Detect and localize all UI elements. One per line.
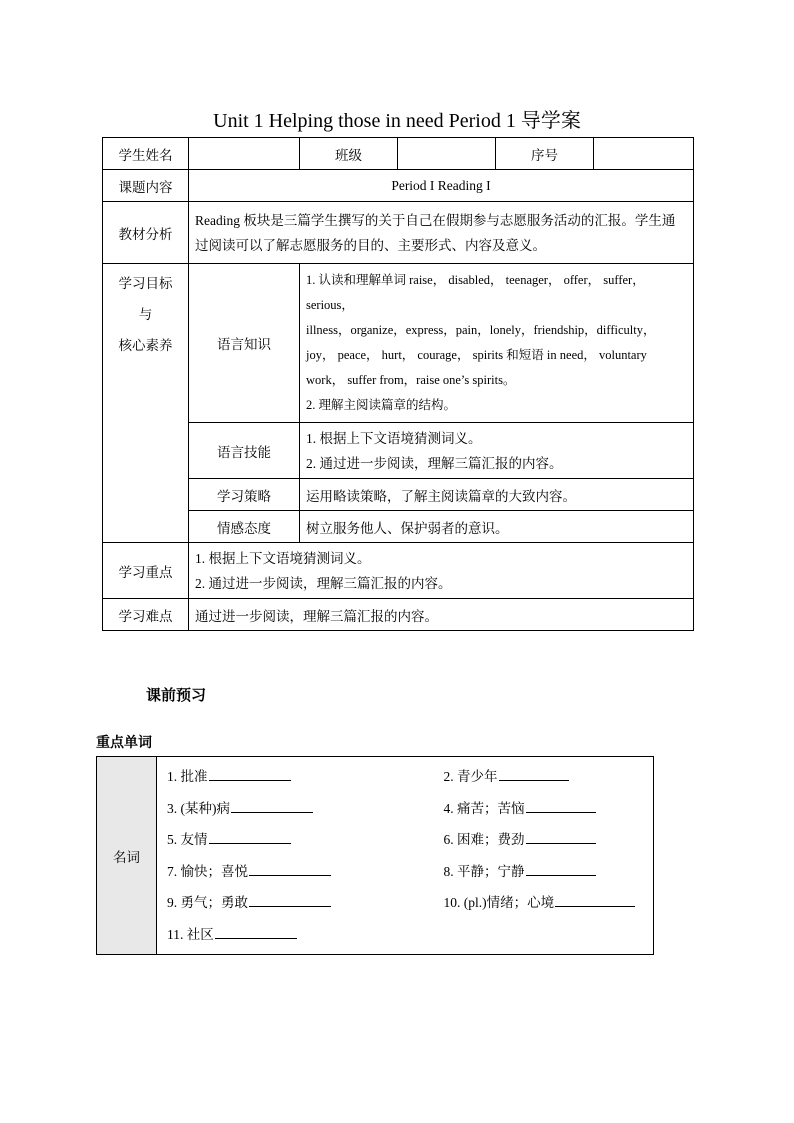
objectives-label [103, 264, 189, 543]
ls-line-2: 2. 通过进一步阅读，理解三篇汇报的内容。 [306, 455, 563, 471]
key-points-label: 学习重点 [103, 543, 189, 599]
answer-blank[interactable] [215, 923, 297, 939]
vocab-item-3[interactable]: 3. (某种)病 [157, 793, 434, 825]
objectives-label-line1: 学习目标 [118, 276, 173, 291]
lk-line-4: joy， peace， hurt， courage， spirits 和短语 in need， voluntary [306, 348, 647, 362]
vocab-item-7[interactable]: 7. 愉快；喜悦 [157, 856, 434, 888]
lk-line-3: illness，organize，express，pain，lonely，friendship，difficulty， [306, 323, 656, 337]
difficulties-label: 学习难点 [103, 599, 189, 631]
kp-line-1: 1. 根据上下文语境猜测词义。 [195, 550, 371, 566]
vocab-item-2[interactable]: 2. 青少年 [434, 761, 654, 793]
vocab-item-8[interactable]: 8. 平静；宁静 [434, 856, 654, 888]
vocab-item-4[interactable]: 4. 痛苦；苦恼 [434, 793, 654, 825]
lk-line-2: serious， [306, 298, 354, 312]
objectives-label-line2: 与 [138, 307, 153, 322]
answer-blank[interactable] [526, 860, 596, 876]
answer-blank[interactable] [499, 765, 569, 781]
objectives-label-line3: 核心素养 [118, 338, 173, 353]
vocab-item-10[interactable]: 10. (pl.)情绪；心境 [434, 887, 654, 919]
language-knowledge-content [300, 264, 694, 423]
kp-line-2: 2. 通过进一步阅读，理解三篇汇报的内容。 [195, 575, 452, 591]
vocab-item-9[interactable]: 9. 勇气；勇敢 [157, 887, 434, 919]
seat-field[interactable] [594, 138, 694, 170]
key-points-content [189, 543, 694, 599]
attitude-label: 情感态度 [189, 511, 300, 543]
answer-blank[interactable] [209, 828, 291, 844]
answer-blank[interactable] [249, 891, 331, 907]
page-title: Unit 1 Helping those in need Period 1 导学案 [213, 110, 581, 132]
vocab-table [96, 756, 654, 955]
language-skills-label: 语言技能 [189, 423, 300, 479]
topic-value: Period I Reading I [189, 170, 694, 202]
student-name-field[interactable] [189, 138, 300, 170]
lk-line-1: 1. 认读和理解单词 raise， disabled， teenager， offer， suffer， [306, 273, 645, 287]
analysis-label: 教材分析 [103, 202, 189, 264]
lk-line-6: 2. 理解主阅读篇章的结构。 [306, 398, 457, 412]
language-skills-content [300, 423, 694, 479]
vocab-right-column [434, 757, 654, 955]
answer-blank[interactable] [526, 828, 596, 844]
ls-line-1: 1. 根据上下文语境猜测词义。 [306, 430, 482, 446]
preview-heading: 课前预习 [146, 688, 207, 704]
vocab-item-6[interactable]: 6. 困难；费劲 [434, 824, 654, 856]
strategy-text: 运用略读策略，了解主阅读篇章的大致内容。 [300, 479, 694, 511]
answer-blank[interactable] [209, 765, 291, 781]
class-field[interactable] [398, 138, 496, 170]
topic-label: 课题内容 [103, 170, 189, 202]
key-words-heading: 重点单词 [96, 736, 152, 751]
lk-line-5: work， suffer from，raise one’s spirits。 [306, 373, 516, 387]
analysis-text: Reading 板块是三篇学生撰写的关于自己在假期参与志愿服务活动的汇报。学生通过阅读可以了解志愿服务的目的、主要形式、内容及意义。 [189, 202, 694, 264]
noun-label: 名词 [97, 757, 157, 955]
lesson-info-table [102, 137, 694, 631]
vocab-item-11[interactable]: 11. 社区 [157, 919, 434, 951]
attitude-text: 树立服务他人、保护弱者的意识。 [300, 511, 694, 543]
vocab-item-5[interactable]: 5. 友情 [157, 824, 434, 856]
class-label: 班级 [300, 138, 398, 170]
answer-blank[interactable] [526, 797, 596, 813]
strategy-label: 学习策略 [189, 479, 300, 511]
answer-blank[interactable] [231, 797, 313, 813]
answer-blank[interactable] [555, 891, 635, 907]
vocab-item-1[interactable]: 1. 批准 [157, 761, 434, 793]
vocab-left-column [157, 757, 434, 955]
answer-blank[interactable] [249, 860, 331, 876]
difficulties-text: 通过进一步阅读，理解三篇汇报的内容。 [189, 599, 694, 631]
student-name-label: 学生姓名 [103, 138, 189, 170]
language-knowledge-label: 语言知识 [189, 264, 300, 423]
seat-label: 序号 [496, 138, 594, 170]
